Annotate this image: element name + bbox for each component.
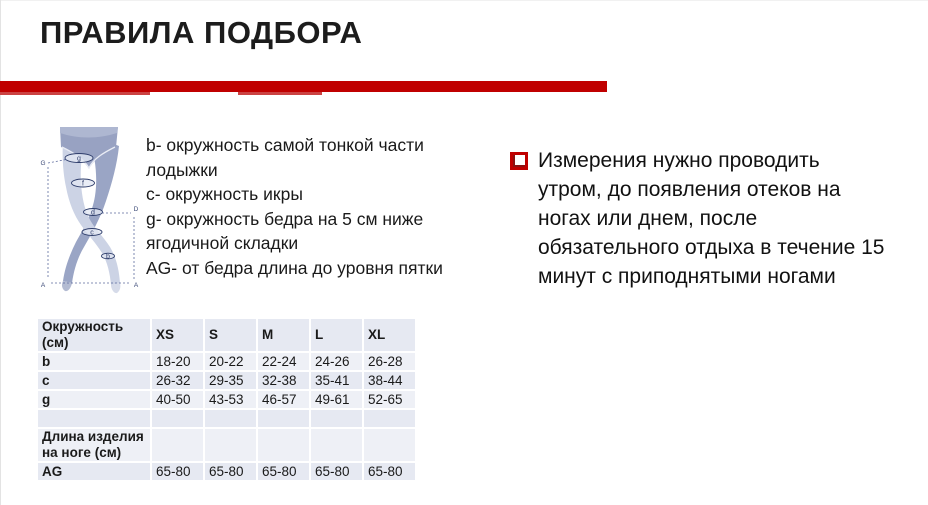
- table-cell: 35-41: [311, 372, 362, 389]
- table-header-cell: XS: [152, 319, 203, 351]
- guide-G-label: G: [40, 160, 46, 167]
- guide-A-left-label: A: [40, 282, 46, 289]
- band-f-label: f: [82, 180, 84, 188]
- measurement-def-b: b- окружность самой тонкой части лодыжки: [146, 135, 424, 180]
- table-cell: 26-28: [364, 353, 415, 370]
- table-cell: 18-20: [152, 353, 203, 370]
- table-cell: [364, 429, 415, 461]
- measurement-definitions: [146, 133, 474, 280]
- table-row: [38, 463, 415, 480]
- measurement-note: [508, 146, 922, 291]
- table-cell: 65-80: [311, 463, 362, 480]
- table-cell: [258, 410, 309, 427]
- table-cell: [38, 410, 150, 427]
- table-cell: 29-35: [205, 372, 256, 389]
- table-row: [38, 372, 415, 389]
- band-d-label: d: [91, 209, 95, 217]
- table-cell: AG: [38, 463, 150, 480]
- table-cell: [258, 429, 309, 461]
- table-cell: [311, 429, 362, 461]
- leg-measurement-diagram: [33, 127, 143, 299]
- size-table: [36, 317, 417, 482]
- table-cell: 38-44: [364, 372, 415, 389]
- table-row: [38, 353, 415, 370]
- table-cell: 46-57: [258, 391, 309, 408]
- accent-bar-shadow-right: [238, 92, 322, 95]
- table-cell: [311, 410, 362, 427]
- table-cell: 22-24: [258, 353, 309, 370]
- table-cell: 24-26: [311, 353, 362, 370]
- measurement-def-ag: AG- от бедра длина до уровня пятки: [146, 257, 443, 278]
- table-cell: g: [38, 391, 150, 408]
- band-c-label: c: [90, 229, 94, 237]
- table-cell: 65-80: [364, 463, 415, 480]
- guide-A-right-label: A: [133, 282, 139, 289]
- band-g-label: g: [77, 155, 81, 163]
- measurement-def-g: g- окружность бедра на 5 см ниже ягодичной складки: [146, 208, 424, 253]
- table-header-cell: Окружность (см): [38, 319, 150, 351]
- table-header-cell: M: [258, 319, 309, 351]
- measurement-def-c: c- окружность икры: [146, 184, 303, 204]
- checkbox-bullet-icon: [510, 152, 528, 170]
- note-text: Измерения нужно проводить утром, до появления отеков на ногах или днем, после обязательного отдыха в течение 15 минут с приподнятыми ногами: [538, 149, 885, 288]
- table-cell: [205, 410, 256, 427]
- table-cell: b: [38, 353, 150, 370]
- guide-D-label: D: [133, 206, 139, 213]
- table-cell: 65-80: [205, 463, 256, 480]
- table-cell: 52-65: [364, 391, 415, 408]
- table-cell: 26-32: [152, 372, 203, 389]
- table-row: [38, 391, 415, 408]
- table-cell: 43-53: [205, 391, 256, 408]
- table-row: [38, 410, 415, 427]
- table-cell: 20-22: [205, 353, 256, 370]
- table-cell: [205, 429, 256, 461]
- table-cell: [152, 410, 203, 427]
- table-cell: 32-38: [258, 372, 309, 389]
- table-header-row: [38, 319, 415, 351]
- accent-bar-shadow-left: [0, 92, 150, 95]
- table-cell: 65-80: [258, 463, 309, 480]
- table-header-cell: S: [205, 319, 256, 351]
- table-cell: 65-80: [152, 463, 203, 480]
- table-cell: c: [38, 372, 150, 389]
- band-b-label: b: [106, 253, 110, 261]
- table-cell: 49-61: [311, 391, 362, 408]
- table-header-cell: L: [311, 319, 362, 351]
- page-title: ПРАВИЛА ПОДБОРА: [40, 15, 363, 50]
- table-row: [38, 429, 415, 461]
- table-cell: [152, 429, 203, 461]
- accent-bar: [0, 81, 607, 92]
- table-cell: [364, 410, 415, 427]
- size-table-body: [38, 319, 415, 480]
- table-header-cell: XL: [364, 319, 415, 351]
- table-cell: 40-50: [152, 391, 203, 408]
- table-cell: Длина изделия на ноге (см): [38, 429, 150, 461]
